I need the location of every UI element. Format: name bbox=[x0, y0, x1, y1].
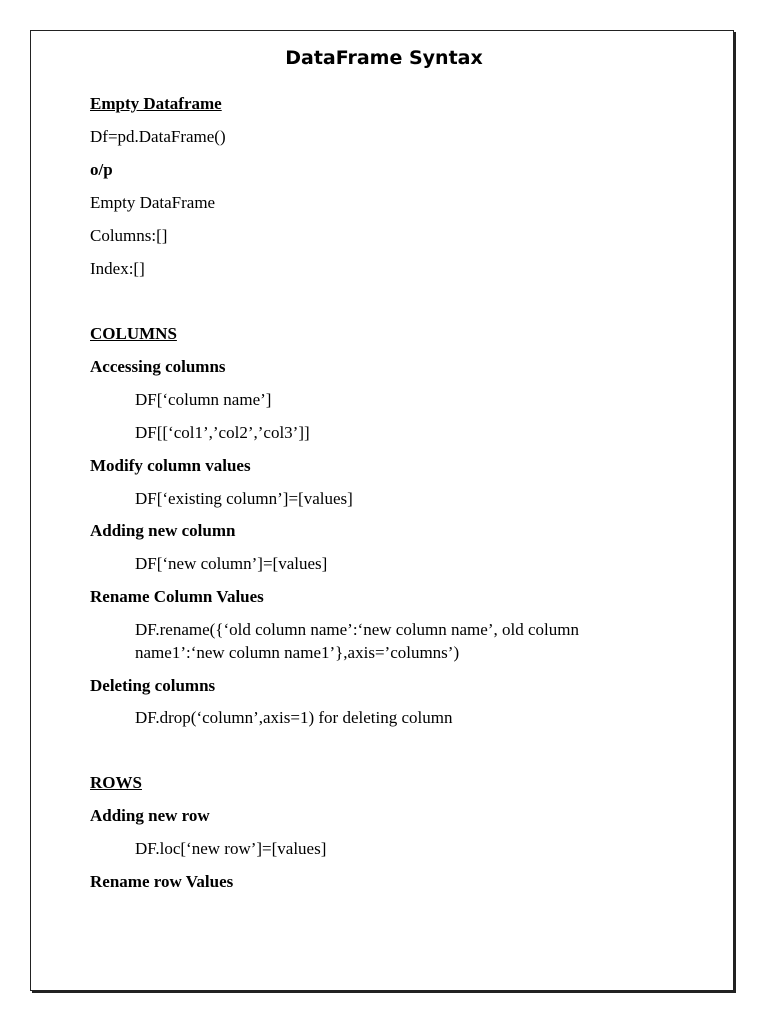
page-title: DataFrame Syntax bbox=[285, 47, 483, 69]
adding-row-code: DF.loc[‘new row’]=[values] bbox=[135, 839, 327, 858]
modify-column-code: DF[‘existing column’]=[values] bbox=[135, 489, 353, 508]
deleting-columns-code: DF.drop(‘column’,axis=1) for deleting column bbox=[135, 708, 453, 727]
empty-dataframe-code: Df=pd.DataFrame() bbox=[90, 127, 226, 146]
rows-heading: ROWS bbox=[90, 773, 142, 792]
output-line-2: Columns:[] bbox=[90, 226, 168, 245]
accessing-columns-label: Accessing columns bbox=[90, 357, 226, 376]
adding-column-code: DF[‘new column’]=[values] bbox=[135, 554, 328, 573]
rename-column-code-2: name1’:‘new column name1’},axis=’columns’) bbox=[135, 643, 460, 662]
output-label: o/p bbox=[90, 160, 113, 179]
output-line-1: Empty DataFrame bbox=[90, 193, 216, 212]
empty-dataframe-heading: Empty Dataframe bbox=[90, 94, 222, 113]
deleting-columns-label: Deleting columns bbox=[90, 676, 216, 695]
columns-heading: COLUMNS bbox=[90, 324, 177, 343]
rename-row-label: Rename row Values bbox=[90, 872, 234, 891]
rename-column-code-1: DF.rename({‘old column name’:‘new column name’, old column bbox=[135, 620, 579, 639]
adding-column-label: Adding new column bbox=[90, 521, 236, 540]
output-line-3: Index:[] bbox=[90, 259, 145, 278]
accessing-columns-code-2: DF[[‘col1’,’col2’,’col3’]] bbox=[135, 423, 310, 442]
adding-row-label: Adding new row bbox=[90, 806, 210, 825]
accessing-columns-code-1: DF[‘column name’] bbox=[135, 390, 272, 409]
modify-column-label: Modify column values bbox=[90, 456, 251, 475]
rename-column-label: Rename Column Values bbox=[90, 587, 264, 606]
